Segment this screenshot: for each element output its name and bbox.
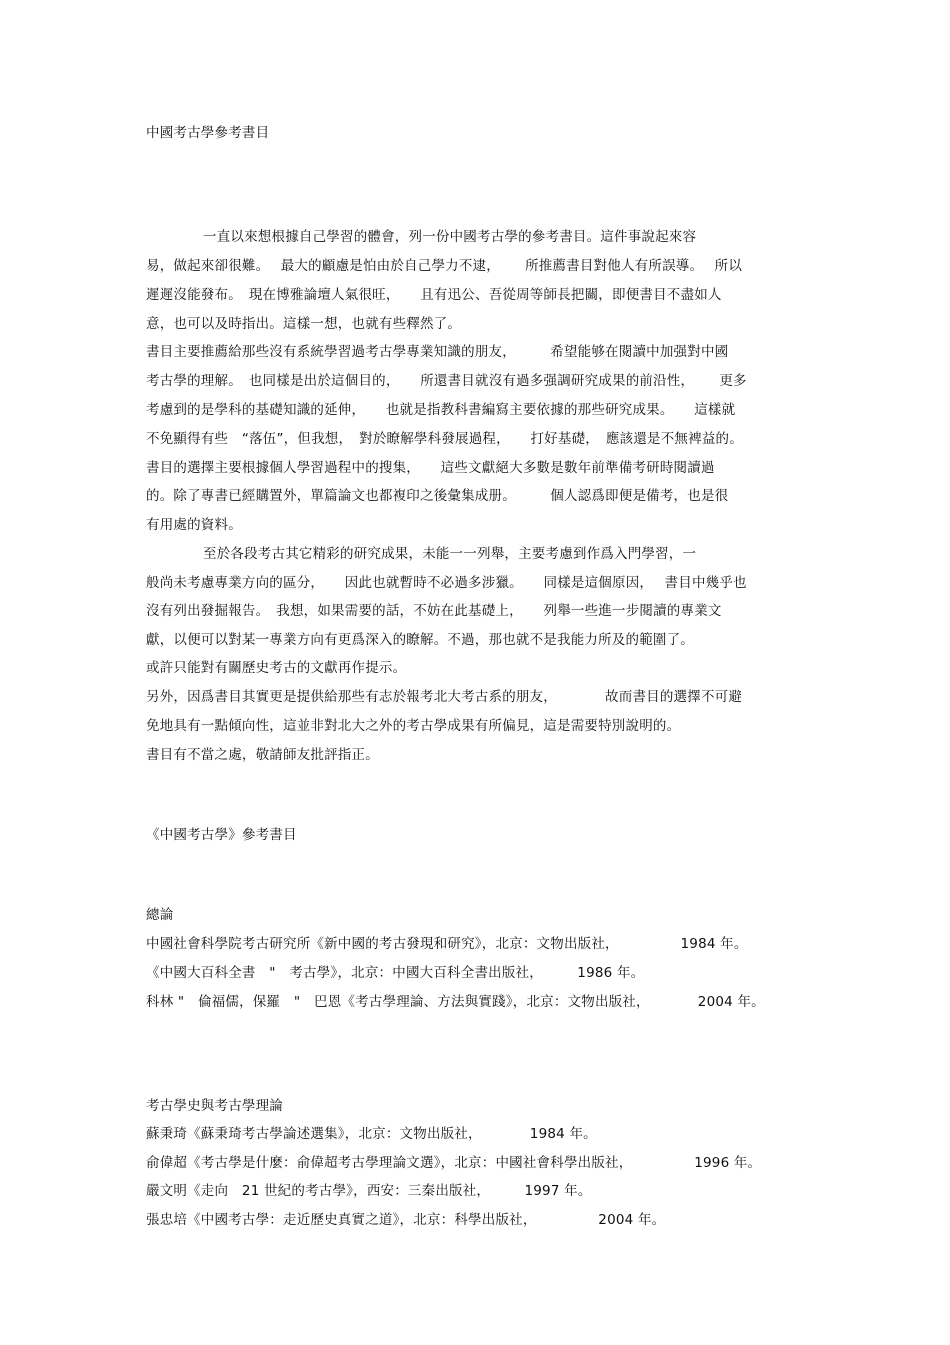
general-entry-1: 中國社會科學院考古研究所《新中國的考古發現和研究》，北京：文物出版社， 1984 年。 [146, 936, 748, 952]
intro-line-3: 遲遲沒能發布。 現在博雅論壇人氣很旺， 且有迅公、吾從周等師長把關，即便書目不盡如人 [146, 287, 722, 303]
intro-line-9: 書目的選擇主要根據個人學習過程中的搜集， 這些文獻絕大多數是數年前準備考研時閱讀過 [146, 460, 715, 476]
intro-line-15: 獻，以便可以對某一專業方向有更爲深入的瞭解。不過，那也就不是我能力所及的範圍了。 [146, 632, 694, 648]
intro-line-1: 一直以來想根據自己學習的體會，列一份中國考古學的參考書目。這件事說起來容 [203, 229, 697, 245]
section-heading-general: 總論 [146, 907, 174, 923]
history-entry-3: 嚴文明《走向 21 世紀的考古學》，西安：三秦出版社， 1997 年。 [146, 1183, 592, 1199]
general-entry-2: 《中國大百科全書 " 考古學》，北京：中國大百科全書出版社， 1986 年。 [146, 965, 645, 981]
intro-line-2: 易，做起來卻很難。 最大的顧慮是怕由於自己學力不逮， 所推薦書目對他人有所誤導。 所以 [146, 258, 743, 274]
intro-line-11: 有用處的資料。 [146, 517, 242, 533]
intro-line-5: 書目主要推薦給那些沒有系統學習過考古學專業知識的朋友， 希望能够在閱讀中加强對中國 [146, 344, 729, 360]
history-entry-4: 張忠培《中國考古學：走近歷史真實之道》，北京：科學出版社， 2004 年。 [146, 1212, 666, 1228]
intro-line-19: 書目有不當之處，敬請師友批評指正。 [146, 747, 379, 763]
intro-line-7: 考慮到的是學科的基礎知識的延伸， 也就是指教科書編寫主要依據的那些研究成果。 這樣就 [146, 402, 736, 418]
intro-line-4: 意，也可以及時指出。這樣一想，也就有些釋然了。 [146, 316, 462, 332]
history-entry-1: 蘇秉琦《蘇秉琦考古學論述選集》，北京：文物出版社， 1984 年。 [146, 1126, 597, 1142]
intro-line-10: 的。除了專書已經購置外，單篇論文也都複印之後彙集成册。 個人認爲即便是備考，也是很 [146, 488, 729, 504]
history-entry-2: 俞偉超《考古學是什麼：俞偉超考古學理論文選》，北京：中國社會科學出版社， 1996 年。 [146, 1155, 762, 1171]
intro-line-18: 免地具有一點傾向性，這並非對北大之外的考古學成果有所偏見，這是需要特別說明的。 [146, 718, 681, 734]
intro-line-12: 至於各段考古其它精彩的研究成果，未能一一列舉，主要考慮到作爲入門學習，一 [203, 546, 697, 562]
intro-line-13: 般尚未考慮專業方向的區分， 因此也就暫時不必過多涉獵。 同樣是這個原因， 書目中幾乎也 [146, 575, 747, 591]
intro-line-17: 另外，因爲書目其實更是提供給那些有志於報考北大考古系的朋友， 故而書目的選擇不可避 [146, 689, 743, 705]
intro-line-8: 不免顯得有些 “落伍”，但我想， 對於瞭解學科發展過程， 打好基礎， 應該還是不無裨益的。 [146, 431, 743, 447]
intro-line-6: 考古學的理解。 也同樣是出於這個目的， 所還書目就沒有過多强調研究成果的前沿性， 更多 [146, 373, 747, 389]
section-heading-history: 考古學史與考古學理論 [146, 1098, 283, 1114]
general-entry-3: 科林 " 倫福儒，保羅 " 巴恩《考古學理論、方法與實踐》，北京：文物出版社， 2004 年。 [146, 994, 765, 1010]
intro-line-16: 或許只能對有關歷史考古的文獻再作提示。 [146, 660, 407, 676]
intro-line-14: 沒有列出發掘報告。 我想，如果需要的話，不妨在此基礎上， 列舉一些進一步閱讀的專業文 [146, 603, 722, 619]
document-title: 中國考古學參考書目 [146, 125, 270, 141]
bibliography-subtitle: 《中國考古學》參考書目 [146, 827, 297, 843]
